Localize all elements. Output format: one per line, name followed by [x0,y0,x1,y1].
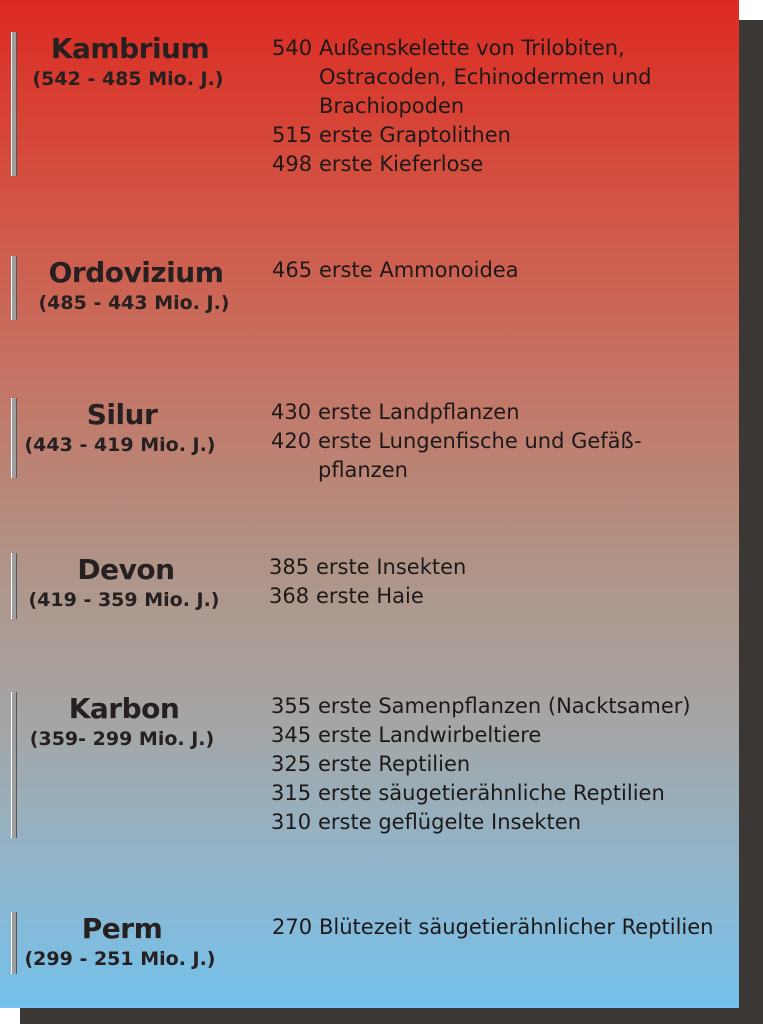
era-range: (443 - 419 Mio. J.) [24,434,216,456]
event-text: erste Landpflanzen [318,400,520,424]
event-text: Blütezeit säugetierähnlicher Reptilien [319,915,714,939]
event-item [271,779,691,808]
event-list [272,913,714,942]
event-year: 430 [271,400,312,424]
era-range: (359- 299 Mio. J.) [29,728,215,750]
event-item [272,34,651,121]
event-text: erste Samenpflanzen (Nacktsamer) [318,694,691,718]
event-item [269,553,466,582]
event-item [272,150,651,179]
event-list [272,256,519,285]
event-list [271,692,691,837]
era-name: Devon [77,553,175,586]
event-year: 420 [271,429,312,453]
event-item [271,750,691,779]
event-item [272,121,651,150]
event-text: erste geflügelte Insekten [318,810,582,834]
event-item [271,398,642,427]
event-year: 385 [269,555,310,579]
event-text: erste Reptilien [318,752,471,776]
event-year: 465 [272,258,313,282]
era-range: (419 - 359 Mio. J.) [28,589,220,611]
event-year: 368 [269,584,310,608]
era-range: (542 - 485 Mio. J.) [32,68,224,90]
era-name: Silur [86,398,158,431]
era-range: (299 - 251 Mio. J.) [24,948,216,970]
event-text: Außenskelette von Trilobiten, Ostracoden, Echinodermen und Brachiopoden [319,36,652,118]
event-list [269,553,466,611]
event-year: 515 [272,123,313,147]
event-item [271,808,691,837]
event-item [269,582,466,611]
era-name: Ordovizium [48,256,224,289]
event-year: 345 [271,723,312,747]
event-text: erste Landwirbeltiere [318,723,542,747]
event-year: 355 [271,694,312,718]
event-year: 315 [271,781,312,805]
event-year: 540 [272,36,313,60]
era-marker-bar [11,32,17,176]
event-year: 310 [271,810,312,834]
event-year: 498 [272,152,313,176]
era-name: Kambrium [50,32,210,65]
event-text: erste Ammonoidea [319,258,519,282]
event-text: erste Graptolithen [319,123,511,147]
event-item [271,721,691,750]
era-name: Perm [81,912,163,945]
event-year: 270 [272,915,313,939]
era-name: Karbon [68,692,180,725]
event-text: erste Lungenfische und Gefäß- pflanzen [318,429,642,482]
event-item [271,692,691,721]
event-text: erste Haie [316,584,424,608]
era-range: (485 - 443 Mio. J.) [38,292,230,314]
event-text: erste Insekten [316,555,467,579]
event-text: erste säugetierähnliche Reptilien [318,781,665,805]
event-text: erste Kieferlose [319,152,484,176]
era-marker-bar [11,256,17,320]
event-item [271,427,642,485]
event-item [272,913,714,942]
event-list [272,34,651,179]
event-item [272,256,519,285]
event-list [271,398,642,485]
event-year: 325 [271,752,312,776]
